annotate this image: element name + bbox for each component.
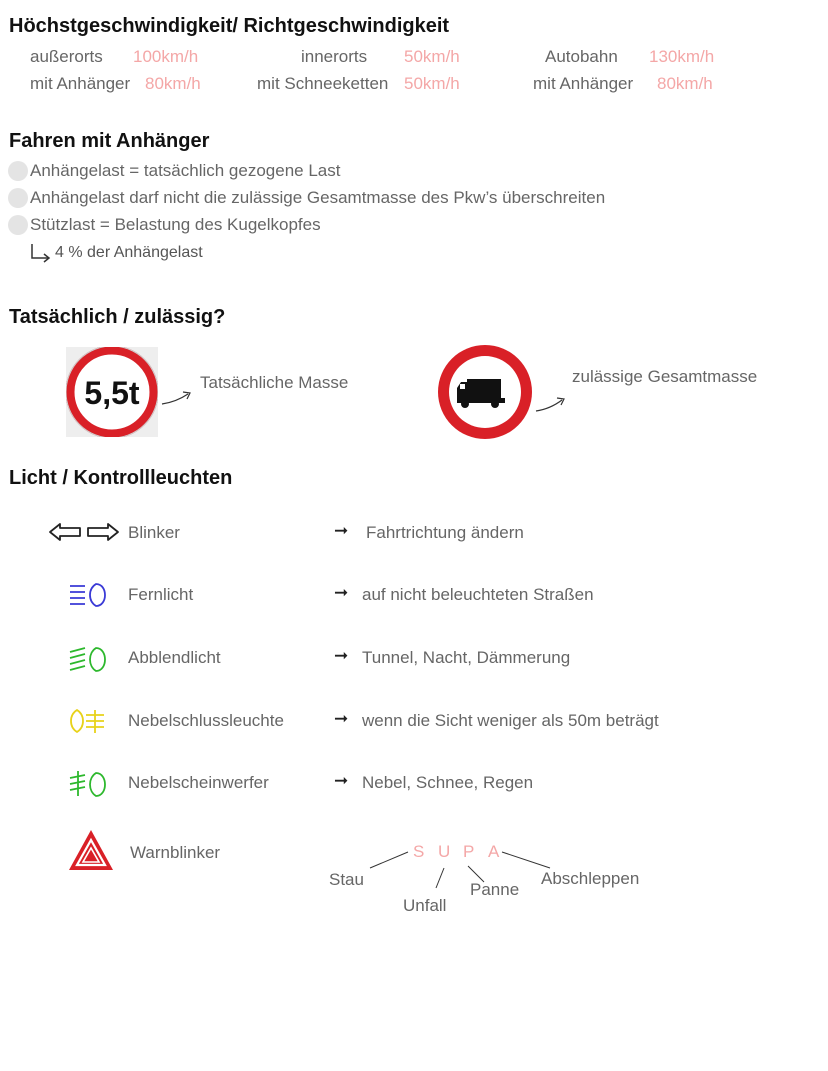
speed-value: 50km/h (404, 47, 460, 66)
arrow-right-icon: ➞ (334, 646, 349, 665)
trailer-bullet: Anhängelast = tatsächlich gezogene Last (30, 161, 341, 180)
rear-fog-icon (68, 707, 112, 735)
speed-value: 50km/h (404, 74, 460, 93)
pointer-arrow-icon (160, 388, 196, 408)
speed-value: 80km/h (145, 74, 201, 93)
speed-label: Autobahn (545, 47, 618, 66)
sign-weight-text: 5,5t (84, 375, 140, 411)
light-name: Nebelscheinwerfer (128, 773, 269, 792)
mnemonic-letter: A (488, 842, 500, 861)
bullet-dot (8, 215, 28, 235)
sign-weight-limit (66, 347, 158, 437)
light-name: Fernlicht (128, 585, 194, 604)
speed-heading: Höchstgeschwindigkeit/ Richtgeschwindigkeit (9, 15, 450, 37)
arrow-right-icon: ➞ (334, 583, 349, 602)
bullet-dot (8, 161, 28, 181)
corner-arrow-icon (29, 242, 53, 264)
hazard-name: Warnblinker (130, 843, 221, 862)
mnemonic-letter: P (463, 842, 475, 861)
light-name: Nebelschlussleuchte (128, 711, 284, 730)
light-desc: auf nicht beleuchteten Straßen (362, 585, 594, 604)
speed-label: außerorts (30, 47, 103, 66)
weight-limit-sign-icon (66, 347, 158, 437)
light-desc: Tunnel, Nacht, Dämmerung (362, 648, 571, 667)
mnemonic-connectors (360, 846, 560, 902)
mnemonic-letter: S (413, 842, 425, 861)
front-fog-icon (68, 769, 112, 799)
lights-heading: Licht / Kontrollleuchten (9, 467, 233, 489)
bullet-dot (8, 188, 28, 208)
light-desc: Nebel, Schnee, Regen (362, 773, 534, 792)
speed-label: innerorts (301, 47, 368, 66)
speed-value: 80km/h (657, 74, 713, 93)
light-name: Abblendlicht (128, 648, 221, 667)
mass-heading: Tatsächlich / zulässig? (9, 306, 226, 328)
speed-label: mit Anhänger (30, 74, 131, 93)
pointer-arrow-icon (534, 394, 570, 416)
trailer-bullet: Anhängelast darf nicht die zulässige Gesamtmasse des Pkw’s überschreiten (30, 188, 606, 207)
mnemonic-word: Abschleppen (541, 869, 640, 888)
speed-value: 100km/h (133, 47, 199, 66)
mnemonic-word: Unfall (403, 896, 447, 915)
arrow-right-icon: ➞ (334, 709, 349, 728)
sign2-label: zulässige Gesamtmasse (572, 367, 758, 386)
trailer-heading: Fahren mit Anhänger (9, 130, 210, 152)
arrow-right-icon: ➞ (334, 771, 349, 790)
speed-label: mit Schneeketten (257, 74, 389, 93)
sign1-label: Tatsächliche Masse (200, 373, 349, 392)
turn-signal-icon (48, 520, 120, 544)
speed-label: mit Anhänger (533, 74, 634, 93)
light-name: Blinker (128, 523, 180, 542)
low-beam-icon (68, 644, 112, 674)
light-desc: wenn die Sicht weniger als 50m beträgt (362, 711, 659, 730)
mnemonic-letter: U (438, 842, 451, 861)
trailer-bullet: Stützlast = Belastung des Kugelkopfes (30, 215, 321, 234)
mnemonic-word: Panne (470, 880, 520, 899)
trailer-sub: 4 % der Anhängelast (55, 244, 203, 261)
arrow-right-icon: ➞ (334, 521, 349, 540)
light-desc: Fahrtrichtung ändern (366, 523, 524, 542)
sign-no-trucks (437, 344, 533, 440)
speed-value: 130km/h (649, 47, 715, 66)
no-trucks-sign-icon (437, 344, 533, 440)
hazard-warning-icon (67, 828, 115, 872)
mnemonic-word: Stau (329, 870, 364, 889)
high-beam-icon (68, 581, 112, 609)
